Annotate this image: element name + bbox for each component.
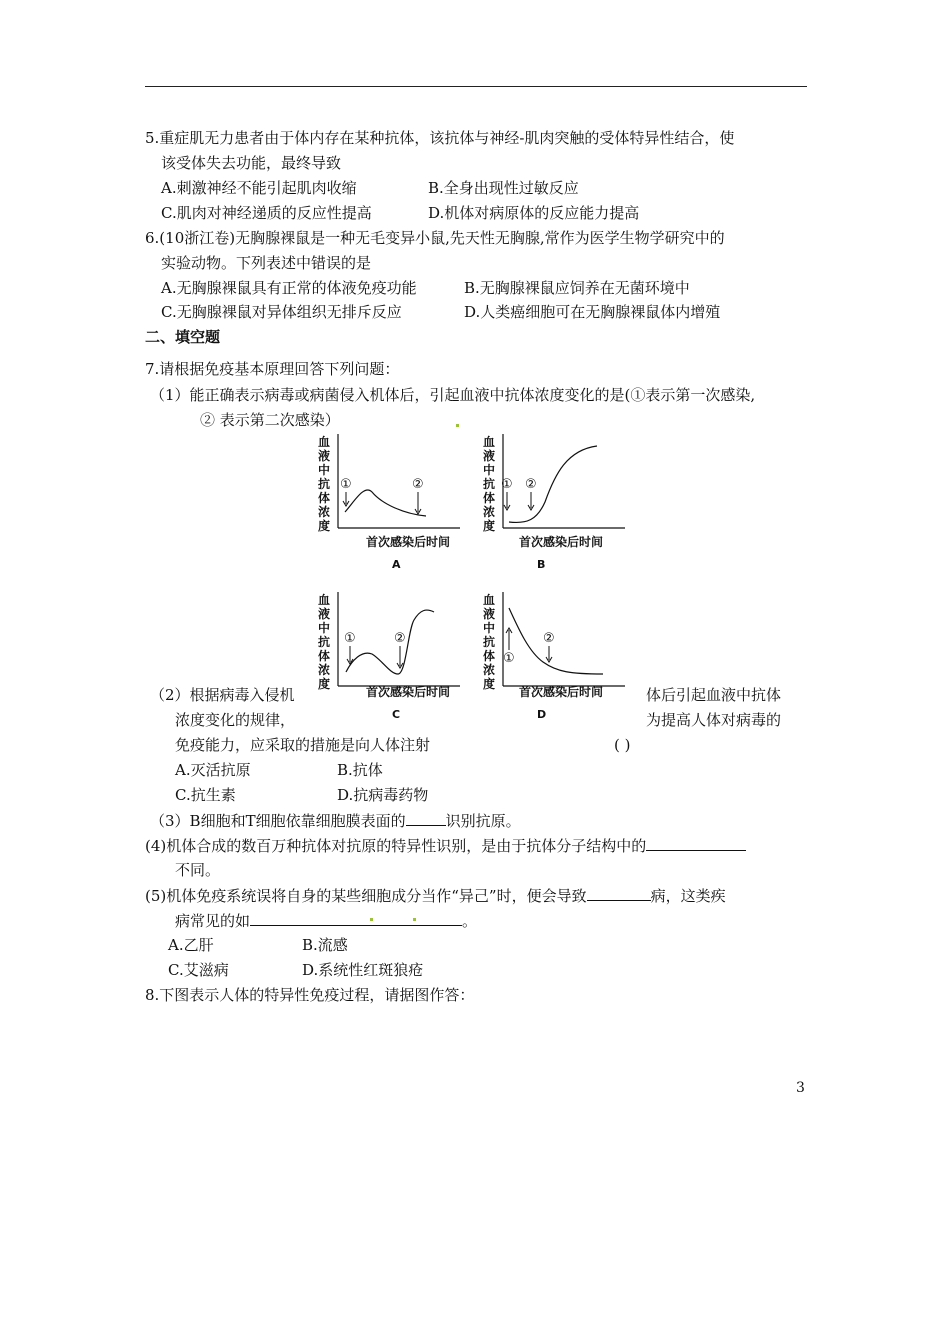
q6-option-b: B.无胸腺裸鼠应饲养在无菌环境中 xyxy=(464,279,690,297)
q6-option-d: D.人类癌细胞可在无胸腺裸鼠体内增殖 xyxy=(464,303,721,321)
svg-text:液: 液 xyxy=(483,449,496,463)
graph-b-y-label xyxy=(483,434,495,533)
graph-c-mark1: ① xyxy=(344,631,356,646)
graph-a-curve xyxy=(345,490,426,516)
q6-option-a: A.无胸腺裸鼠具有正常的体液免疫功能 xyxy=(161,279,417,297)
svg-text:浓: 浓 xyxy=(483,663,496,677)
q6-option-c: C.无胸腺裸鼠对异体组织无排斥反应 xyxy=(161,303,402,321)
q7-part2-option-b: B.抗体 xyxy=(337,761,383,779)
q7-part4 xyxy=(145,835,746,856)
q7-part5-option-b: B.流感 xyxy=(302,936,348,954)
q6-stem-line2: 实验动物。下列表述中错误的是 xyxy=(161,254,372,272)
svg-text:血: 血 xyxy=(318,593,331,607)
q7-part5-blank2[interactable] xyxy=(250,910,462,926)
graph-a-x-label: 首次感染后时间 xyxy=(366,535,451,549)
q7-part1-line1: （1）能正确表示病毒或病菌侵入机体后，引起血液中抗体浓度变化的是(①表示第一次感染, xyxy=(150,386,756,404)
q7-part3-after: 识别抗原。 xyxy=(445,812,521,830)
graph-d xyxy=(479,590,639,732)
q8-stem: 8.下图表示人体的特异性免疫过程，请据图作答： xyxy=(145,986,475,1004)
graph-a-mark2: ② xyxy=(412,477,424,492)
q7-part5 xyxy=(145,885,726,906)
q7-part4-before: (4)机体合成的数百万种抗体对抗原的特异性识别，是由于抗体分子结构中的 xyxy=(145,837,647,855)
q7-part5-line2 xyxy=(175,910,477,931)
q7-part2-option-c: C.抗生素 xyxy=(175,786,236,804)
q6-stem-line1: 6.(10浙江卷)无胸腺裸鼠是一种无毛变异小鼠,先天性无胸腺,常作为医学生物学研究中的 xyxy=(145,229,725,247)
svg-text:度: 度 xyxy=(483,677,496,691)
q7-part2-left2: 浓度变化的规律， xyxy=(175,711,296,729)
svg-text:体: 体 xyxy=(318,491,331,505)
q7-part2-left1: （2）根据病毒入侵机 xyxy=(150,686,295,704)
svg-text:血: 血 xyxy=(483,593,496,607)
q5-stem-line2: 该受体失去功能，最终导致 xyxy=(161,154,342,172)
svg-text:中: 中 xyxy=(318,463,331,477)
q7-part5-mid: 病，这类疾 xyxy=(650,887,726,905)
svg-text:血: 血 xyxy=(483,435,496,449)
svg-text:浓: 浓 xyxy=(483,505,496,519)
q5-stem-line1: 5.重症肌无力患者由于体内存在某种抗体，该抗体与神经-肌肉突触的受体特异性结合，使 xyxy=(145,129,735,147)
scan-artifact-dot xyxy=(456,424,459,427)
graph-d-mark1: ① xyxy=(503,651,515,666)
graph-b-x-label: 首次感染后时间 xyxy=(519,535,604,549)
graph-a-y-label xyxy=(318,434,330,533)
q7-part3-blank[interactable] xyxy=(406,810,446,826)
graph-d-curve xyxy=(509,608,603,674)
q7-part5-line2-after: 。 xyxy=(462,912,478,930)
q7-part5-before: (5)机体免疫系统误将自身的某些细胞成分当作“异己”时，便会导致 xyxy=(145,887,587,905)
graph-b-mark1: ① xyxy=(501,477,513,492)
q7-part3 xyxy=(150,810,521,831)
q7-part5-option-d: D.系统性红斑狼疮 xyxy=(302,961,424,979)
q7-part2-option-a: A.灭活抗原 xyxy=(175,761,251,779)
svg-text:液: 液 xyxy=(483,607,496,621)
graph-c-caption: C xyxy=(392,708,401,721)
q5-option-b: B.全身出现性过敏反应 xyxy=(428,179,579,197)
header-rule xyxy=(145,86,807,87)
section-title: 二、填空题 xyxy=(145,328,221,346)
graph-b-curve xyxy=(509,446,597,522)
svg-text:抗: 抗 xyxy=(318,635,331,649)
graph-c-x-label: 首次感染后时间 xyxy=(366,685,451,699)
graph-b xyxy=(479,432,639,574)
q7-part2-right1: 体后引起血液中抗体 xyxy=(646,686,782,704)
scan-artifact-dot xyxy=(370,918,373,921)
svg-text:液: 液 xyxy=(318,607,331,621)
q7-part4-line2: 不同。 xyxy=(175,861,221,879)
graph-d-mark2: ② xyxy=(543,631,555,646)
svg-text:度: 度 xyxy=(318,519,331,533)
svg-text:体: 体 xyxy=(318,649,331,663)
graph-d-caption: D xyxy=(537,708,547,721)
graph-b-caption: B xyxy=(537,558,546,571)
graph-c xyxy=(314,590,474,732)
svg-text:浓: 浓 xyxy=(318,663,331,677)
q7-part5-option-a: A.乙肝 xyxy=(168,936,214,954)
q5-option-a: A.刺激神经不能引起肌肉收缩 xyxy=(161,179,357,197)
page-number: 3 xyxy=(796,1080,805,1096)
svg-text:体: 体 xyxy=(483,649,496,663)
q7-part5-option-c: C.艾滋病 xyxy=(168,961,229,979)
graph-a xyxy=(314,432,474,574)
graph-c-mark2: ② xyxy=(394,631,406,646)
svg-text:中: 中 xyxy=(318,621,331,635)
svg-text:体: 体 xyxy=(483,491,496,505)
svg-text:血: 血 xyxy=(318,435,331,449)
scan-artifact-dot xyxy=(413,918,416,921)
q7-stem: 7.请根据免疫基本原理回答下列问题： xyxy=(145,360,400,378)
svg-text:液: 液 xyxy=(318,449,331,463)
q7-part4-blank[interactable] xyxy=(646,835,746,851)
svg-text:度: 度 xyxy=(318,677,331,691)
q7-part2-answer-paren: ( ) xyxy=(614,736,631,754)
graph-c-y-label xyxy=(318,592,330,691)
graph-c-curve xyxy=(346,610,434,674)
q7-part5-line2-before: 病常见的如 xyxy=(175,912,251,930)
q5-option-c: C.肌肉对神经递质的反应性提高 xyxy=(161,204,372,222)
q7-part1-line2: ② 表示第二次感染） xyxy=(200,411,340,429)
svg-text:浓: 浓 xyxy=(318,505,331,519)
svg-text:中: 中 xyxy=(483,463,496,477)
q7-part5-blank1[interactable] xyxy=(587,885,651,901)
q7-part3-before: （3）B细胞和T细胞依靠细胞膜表面的 xyxy=(150,812,406,830)
q7-part2-line3: 免疫能力，应采取的措施是向人体注射 xyxy=(175,736,431,754)
graph-d-x-label: 首次感染后时间 xyxy=(519,685,604,699)
graph-b-mark2: ② xyxy=(525,477,537,492)
graph-a-mark1: ① xyxy=(340,477,352,492)
q5-option-d: D.机体对病原体的反应能力提高 xyxy=(428,204,640,222)
graph-d-y-label xyxy=(483,592,495,691)
svg-text:度: 度 xyxy=(483,519,496,533)
q7-part2-option-d: D.抗病毒药物 xyxy=(337,786,429,804)
svg-text:抗: 抗 xyxy=(483,477,496,491)
svg-text:抗: 抗 xyxy=(483,635,496,649)
q7-part2-right2: 为提高人体对病毒的 xyxy=(646,711,782,729)
svg-text:中: 中 xyxy=(483,621,496,635)
graph-a-caption: A xyxy=(392,558,401,571)
svg-text:抗: 抗 xyxy=(318,477,331,491)
